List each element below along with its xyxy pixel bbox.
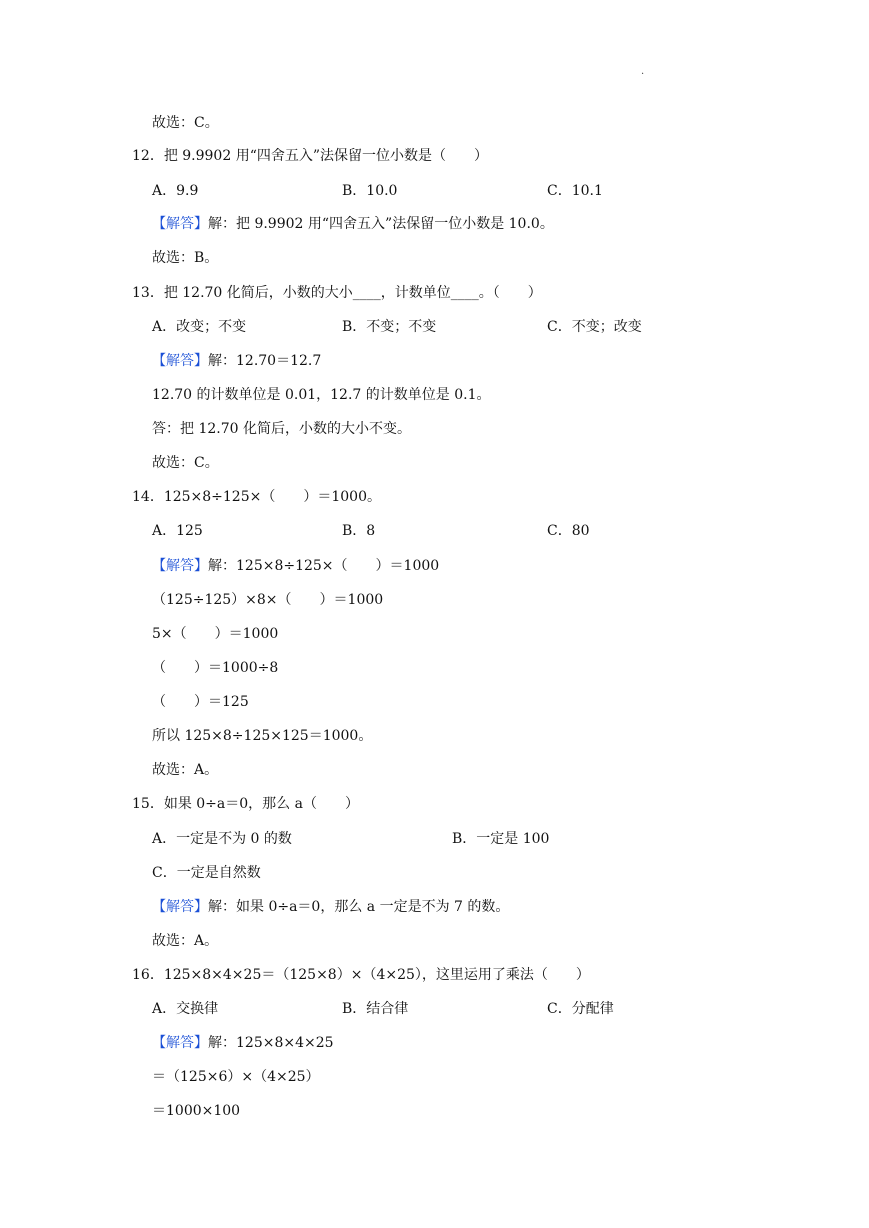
q15-option-a: A．一定是不为 0 的数	[152, 831, 292, 847]
q14-solution-line-3: 5×（ ）＝1000	[152, 626, 279, 642]
answer-select-14: 故选：A。	[152, 762, 219, 778]
q14-solution-line-2: （125÷125）×8×（ ）＝1000	[152, 592, 384, 608]
solution-tag: 【解答】	[152, 353, 208, 369]
q13-solution-line-3: 答：把 12.70 化简后，小数的大小不变。	[152, 421, 411, 437]
question-13: 13．把 12.70 化简后，小数的大小____，计数单位____。（ ）	[132, 285, 542, 301]
q16-solution	[152, 1034, 334, 1052]
page-dot: .	[641, 66, 645, 77]
solution-tag: 【解答】	[152, 1035, 208, 1051]
q12-option-a: A．9.9	[152, 183, 199, 199]
solution-tag: 【解答】	[152, 216, 208, 232]
question-16: 16．125×8×4×25＝（125×8）×（4×25），这里运用了乘法（ ）	[132, 967, 590, 983]
q13-solution-line-2: 12.70 的计数单位是 0.01，12.7 的计数单位是 0.1。	[152, 387, 491, 403]
q13-solution	[152, 352, 321, 370]
answer-select-13: 故选：C。	[152, 455, 219, 471]
q16-solution-text: 解：125×8×4×25	[208, 1035, 334, 1051]
q12-option-c: C．10.1	[547, 183, 603, 199]
question-12: 12．把 9.9902 用“四舍五入”法保留一位小数是（ ）	[132, 148, 489, 164]
q13-option-a: A．改变；不变	[152, 319, 247, 335]
q13-option-c: C．不变；改变	[547, 319, 642, 335]
q12-solution-text: 解：把 9.9902 用“四舍五入”法保留一位小数是 10.0。	[208, 216, 554, 232]
q14-option-c: C．80	[547, 523, 590, 539]
q16-solution-line-2: ＝（125×6）×（4×25）	[152, 1069, 320, 1085]
q12-option-b: B．10.0	[342, 183, 398, 199]
q14-solution-text: 解：125×8÷125×（ ）＝1000	[208, 558, 440, 574]
q15-option-c: C．一定是自然数	[152, 865, 261, 881]
solution-tag: 【解答】	[152, 558, 208, 574]
q14-solution-line-4: （ ）＝1000÷8	[152, 660, 279, 676]
answer-select-11: 故选：C。	[152, 115, 219, 131]
q13-option-b: B．不变；不变	[342, 319, 437, 335]
q14-option-a: A．125	[152, 523, 203, 539]
q16-option-b: B．结合律	[342, 1001, 409, 1017]
q15-option-b: B．一定是 100	[452, 831, 550, 847]
q14-option-b: B．8	[342, 523, 376, 539]
q16-option-a: A．交换律	[152, 1001, 219, 1017]
q16-solution-line-3: ＝1000×100	[152, 1103, 241, 1119]
answer-select-12: 故选：B。	[152, 250, 219, 266]
q14-solution-line-6: 所以 125×8÷125×125＝1000。	[152, 728, 373, 744]
solution-tag: 【解答】	[152, 899, 208, 915]
q14-solution-line-5: （ ）＝125	[152, 694, 249, 710]
q16-option-c: C．分配律	[547, 1001, 614, 1017]
q12-solution	[152, 215, 554, 233]
q15-solution-text: 解：如果 0÷a＝0，那么 a 一定是不为 7 的数。	[208, 899, 510, 915]
answer-select-15: 故选：A。	[152, 933, 219, 949]
q13-solution-text: 解：12.70＝12.7	[208, 353, 322, 369]
question-14: 14．125×8÷125×（ ）＝1000。	[132, 489, 381, 505]
question-15: 15．如果 0÷a＝0，那么 a（ ）	[132, 796, 359, 812]
q14-solution	[152, 557, 439, 575]
q15-solution	[152, 898, 509, 916]
